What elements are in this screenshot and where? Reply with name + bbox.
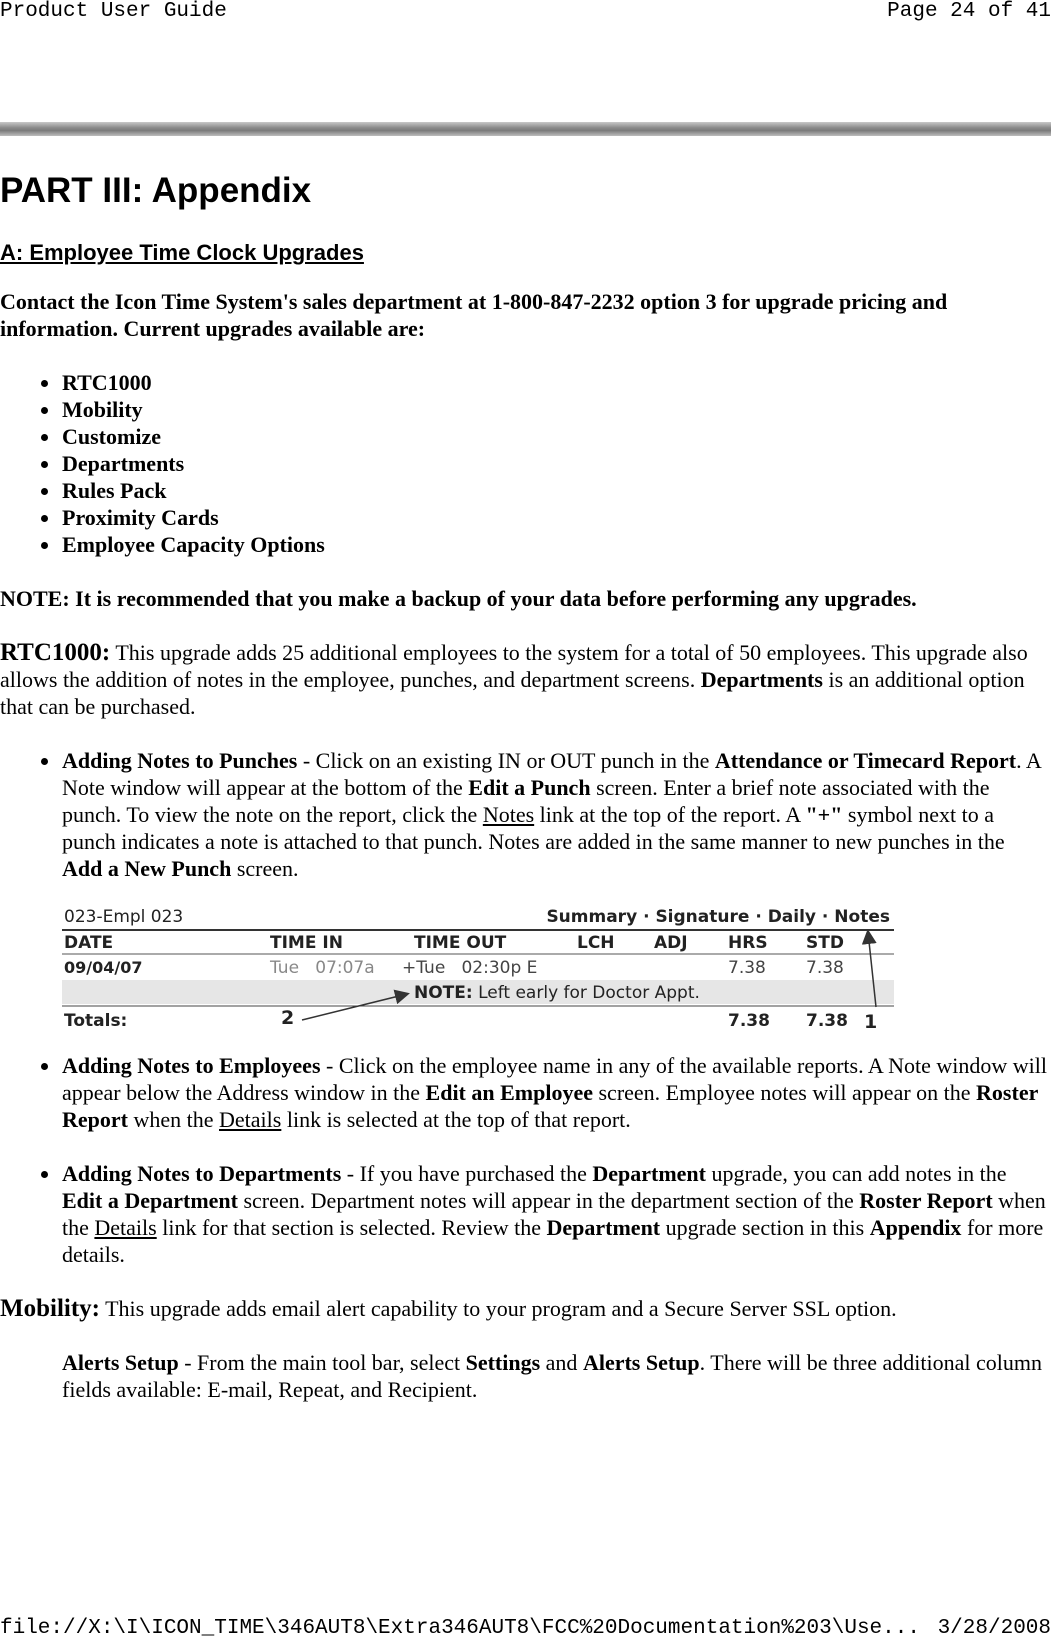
figure-report-links: Summary · Signature · Daily · Notes [546,907,890,928]
section-title: A: Employee Time Clock Upgrades [0,240,364,265]
header-page-number: Page 24 of 41 [887,0,1051,23]
figure-callout-1: 1 [864,1011,878,1033]
rtc1000-paragraph: RTC1000: This upgrade adds 25 additional employees to the system for a total of 50 employees. This upgrade also allows the addition of notes in the employee, punches, and department screens. Departments is an additional option that can be purchased. [0,639,1028,720]
figure-totals-label: Totals: [64,1011,128,1032]
figure-note-row: NOTE: Left early for Doctor Appt. [414,983,700,1004]
figure-row-hrs: 7.38 [728,958,766,979]
intro-paragraph: Contact the Icon Time System's sales department at 1-800-847-2232 option 3 for upgrade pricing and information. Current upgrades available are: [0,289,948,342]
figure-total-std: 7.38 [806,1011,848,1032]
figure-header-date: DATE [64,933,114,954]
figure-header-adj: ADJ [654,933,688,954]
details-link[interactable]: Details [219,1107,282,1133]
figure-row-time-in: Tue 07:07a [270,958,375,979]
figure-row-time-out: +Tue 02:30p E [402,958,538,979]
list-item-employees: Adding Notes to Employees - Click on the employee name in any of the available reports. A Note window will appear below the Address window in the Edit an Employee screen. Employee notes will appear on the Roster Report when the Details link is selected at the top of that report. [62,1052,1050,1133]
backup-note: NOTE: It is recommended that you make a backup of your data before performing any upgrades. [0,586,917,612]
timecard-note-figure [62,902,1050,1032]
figure-header-lch: LCH [577,933,615,954]
header-title: Product User Guide [0,0,227,23]
list-item: RTC1000 [62,369,1050,396]
list-item: Proximity Cards [62,504,1050,531]
upgrade-list [0,369,1050,558]
employee-notes-list [0,1052,1050,1268]
notes-link[interactable]: Notes [482,802,535,828]
alerts-setup-paragraph: Alerts Setup - From the main tool bar, select Settings and Alerts Setup. There will be three additional column fields available: E-mail, Repeat, and Recipient. [62,1350,1042,1403]
list-item: Customize [62,423,1050,450]
figure-total-hrs: 7.38 [728,1011,770,1032]
list-item: Employee Capacity Options [62,531,1050,558]
figure-header-hrs: HRS [728,933,768,954]
list-item-punches: Adding Notes to Punches - Click on an existing IN or OUT punch in the Attendance or Timecard Report. A Note window will appear at the bottom of the Edit a Punch screen. Enter a brief note associated with the punch. To view the note on the report, click the Notes link at the top of the report. A "+" symbol next to a punch indicates a note is attached to that punch. Notes are added in the same manner to new punches in the Add a New Punch screen. [62,747,1050,882]
list-item: Rules Pack [62,477,1050,504]
details-link[interactable]: Details [94,1215,157,1241]
figure-header-time-out: TIME OUT [414,933,507,954]
rtc1000-notes-list [0,747,1050,882]
mobility-label: Mobility: [0,1295,100,1323]
list-item: Mobility [62,396,1050,423]
horizontal-rule [0,122,1051,136]
document-body [0,170,1050,1403]
footer-date: 3/28/2008 [937,1617,1051,1640]
list-item: Departments [62,450,1050,477]
figure-header-std: STD [806,933,844,954]
figure-row-std: 7.38 [806,958,844,979]
figure-callout-2: 2 [281,1007,295,1030]
figure-employee-name: 023-Empl 023 [64,907,184,928]
footer-file-path: file://X:\I\ICON_TIME\346AUT8\Extra346AUT8\FCC%20Documentation%203\Use... [0,1617,920,1640]
figure-row-date: 09/04/07 [64,958,143,978]
list-item-departments: Adding Notes to Departments - If you have purchased the Department upgrade, you can add notes in the Edit a Department screen. Department notes will appear in the department section of the Roster Report when the Details link for that section is selected. Review the Department upgrade section in this Appendix for more details. [62,1160,1050,1268]
part-title: PART III: Appendix [0,171,312,210]
mobility-paragraph: Mobility: This upgrade adds email alert capability to your program and a Secure Server SSL option. [0,1295,897,1323]
rtc1000-label: RTC1000: [0,639,111,667]
figure-header-time-in: TIME IN [270,933,343,954]
